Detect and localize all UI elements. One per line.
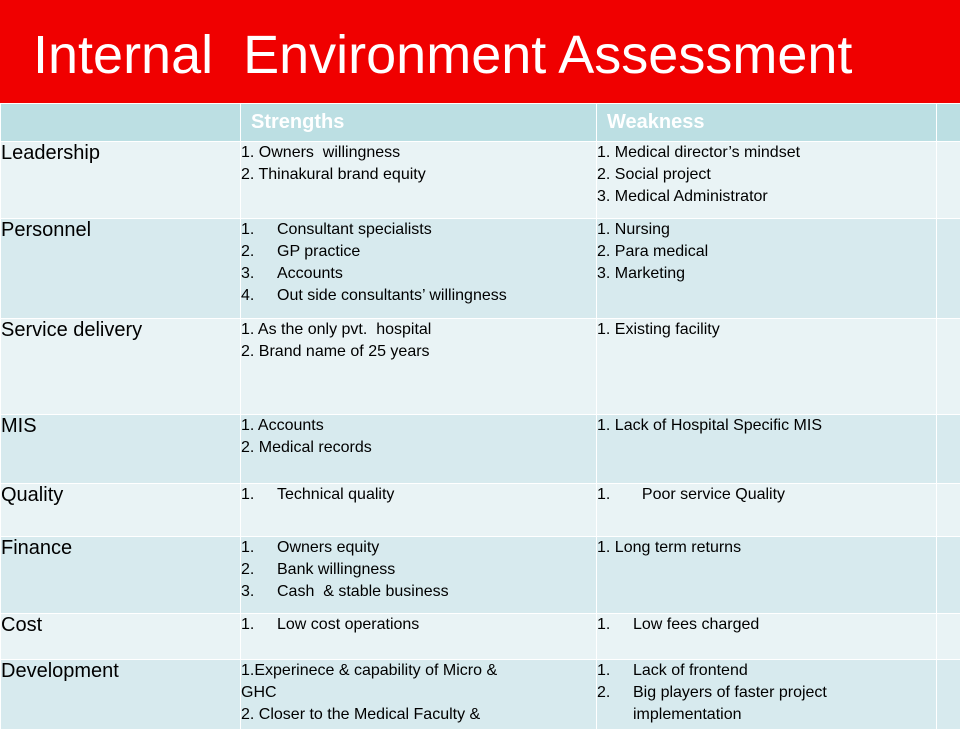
strengths-cell: [241, 614, 597, 660]
list-item: [241, 581, 596, 603]
row-label-quality: Quality: [1, 484, 241, 537]
list-number: 1.: [597, 660, 610, 682]
list-number: 3.: [241, 263, 254, 285]
list-text: Bank willingness: [277, 561, 395, 578]
header-weakness: Weakness: [597, 104, 937, 142]
extra-cell: [937, 614, 960, 660]
table-row: [1, 319, 960, 415]
extra-cell: [937, 219, 960, 319]
list-number: 1.: [241, 537, 254, 559]
list-text: Cash & stable business: [277, 583, 449, 600]
strengths-cell: [241, 537, 597, 614]
extra-cell: [937, 484, 960, 537]
list-number: 1.: [597, 484, 610, 506]
list-item: [241, 263, 596, 285]
list-item: 1. Existing facility: [597, 319, 936, 341]
table-row: [1, 219, 960, 319]
list-item: 2. Social project: [597, 164, 936, 186]
list-item: 2. Closer to the Medical Faculty &: [241, 704, 596, 726]
extra-cell: [937, 415, 960, 484]
table-row: [1, 484, 960, 537]
list-item: [241, 614, 596, 636]
header-category: [1, 104, 241, 142]
weakness-cell: [597, 142, 937, 219]
list-text: Consultant specialists: [277, 221, 432, 238]
list-item: 1. Accounts: [241, 415, 596, 437]
table-row: [1, 660, 960, 730]
list-item: 2. Para medical: [597, 241, 936, 263]
list-item: [597, 682, 936, 704]
list-text: Big players of faster project: [633, 684, 827, 701]
list-item: [597, 660, 936, 682]
extra-cell: [937, 537, 960, 614]
extra-cell: [937, 319, 960, 415]
list-text: Out side consultants’ willingness: [277, 287, 507, 304]
list-item: [241, 219, 596, 241]
list-text: Technical quality: [277, 486, 394, 503]
list-item: 3. Medical Administrator: [597, 186, 936, 208]
list-number: 1.: [241, 219, 254, 241]
list-item: 1. Long term returns: [597, 537, 936, 559]
weakness-cell: [597, 614, 937, 660]
list-number: 3.: [241, 581, 254, 603]
table-row: [1, 415, 960, 484]
list-item: 1. Owners willingness: [241, 142, 596, 164]
list-item: [241, 537, 596, 559]
weakness-cell: [597, 537, 937, 614]
row-label-finance: Finance: [1, 537, 241, 614]
list-number: 1.: [597, 614, 610, 636]
list-item: [241, 241, 596, 263]
list-item: [597, 614, 936, 636]
list-text: Low cost operations: [277, 616, 419, 633]
list-text: Poor service Quality: [633, 486, 785, 503]
list-item: 1.Experinece & capability of Micro &: [241, 660, 596, 682]
list-text: Accounts: [277, 265, 343, 282]
row-label-leadership: Leadership: [1, 142, 241, 219]
list-number: 1.: [241, 614, 254, 636]
list-item: 2. Medical records: [241, 437, 596, 459]
list-number: 2.: [241, 241, 254, 263]
row-label-mis: MIS: [1, 415, 241, 484]
list-text: Low fees charged: [633, 616, 759, 633]
list-number: 4.: [241, 285, 254, 307]
slide-title: Internal Environment Assessment: [33, 28, 852, 82]
list-number: 1.: [241, 484, 254, 506]
list-item: [241, 484, 596, 506]
header-strengths: Strengths: [241, 104, 597, 142]
row-label-cost: Cost: [1, 614, 241, 660]
weakness-cell: [597, 319, 937, 415]
extra-cell: [937, 142, 960, 219]
weakness-cell: [597, 484, 937, 537]
list-text: Lack of frontend: [633, 662, 748, 679]
list-item: [241, 559, 596, 581]
list-item: 1. Lack of Hospital Specific MIS: [597, 415, 936, 437]
strengths-cell: [241, 415, 597, 484]
strengths-cell: [241, 219, 597, 319]
strengths-cell: [241, 660, 597, 730]
assessment-table: [0, 103, 960, 730]
list-item: [597, 484, 936, 506]
table-row: [1, 142, 960, 219]
title-bar: [0, 0, 960, 103]
weakness-cell: [597, 415, 937, 484]
list-item: 1. Nursing: [597, 219, 936, 241]
list-item: 2. Brand name of 25 years: [241, 341, 596, 363]
row-label-development: Development: [1, 660, 241, 730]
list-item: GHC: [241, 682, 596, 704]
list-text: GP practice: [277, 243, 360, 260]
list-text: implementation: [633, 706, 742, 723]
list-item: 1. As the only pvt. hospital: [241, 319, 596, 341]
list-number: 2.: [241, 559, 254, 581]
row-label-service-delivery: Service delivery: [1, 319, 241, 415]
header-extra: [937, 104, 960, 142]
header-row: [1, 104, 960, 142]
weakness-cell: [597, 660, 937, 730]
table-row: [1, 614, 960, 660]
table-row: [1, 537, 960, 614]
list-text: Owners equity: [277, 539, 379, 556]
extra-cell: [937, 660, 960, 730]
weakness-cell: [597, 219, 937, 319]
list-item: [241, 285, 596, 307]
list-item: 2. Thinakural brand equity: [241, 164, 596, 186]
row-label-personnel: Personnel: [1, 219, 241, 319]
strengths-cell: [241, 142, 597, 219]
strengths-cell: [241, 319, 597, 415]
list-item: [597, 704, 936, 726]
list-item: 3. Marketing: [597, 263, 936, 285]
strengths-cell: [241, 484, 597, 537]
list-item: 1. Medical director’s mindset: [597, 142, 936, 164]
list-number: 2.: [597, 682, 610, 704]
